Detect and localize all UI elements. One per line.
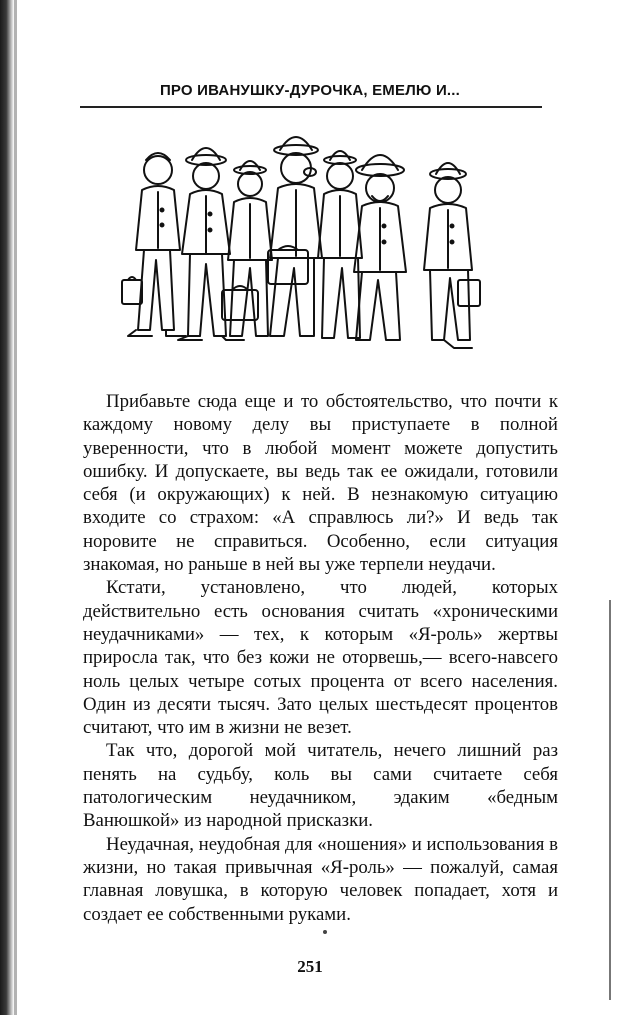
header-rule <box>80 106 542 108</box>
man-figure <box>424 163 480 348</box>
man-figure <box>122 153 186 336</box>
paragraph: Неудачная, неудобная для «ношения» и использования в жизни, но такая привычная «Я-роль» — пожалуй, самая главная ловушка, в которую человек попадает, хотя и создает ее собственными руками. <box>83 833 558 925</box>
man-figure <box>222 161 272 336</box>
body-text <box>83 390 558 926</box>
man-figure <box>318 151 362 338</box>
crowd-of-men-with-briefcases-icon <box>118 130 483 360</box>
page-edge-mark <box>609 600 611 1000</box>
page-binding-shadow <box>14 0 17 1015</box>
scan-speck <box>323 930 327 934</box>
man-figure <box>178 148 244 340</box>
page-binding-edge <box>0 0 14 1015</box>
paragraph: Прибавьте сюда еще и то обстоятельство, что почти к каждому новому делу вы приступаете в полной уверенности, что в любой момент можете допустить ошибку. И допускаете, вы ведь так ее ожидали, готовили себя (и окружающих) к ней. В незнакомую ситуацию входите со страхом: «А справлюсь ли?» И ведь так норовите не справиться. Особенно, если ситуация знакомая, но раньше в ней вы уже терпели неудачи. <box>83 391 558 576</box>
paragraph: Так что, дорогой мой читатель, нечего лишний раз пенять на судьбу, коль вы сами считаете себя патологическим неудачником, эдаким «бедным Ванюшкой» из народной присказки. <box>83 740 558 832</box>
page-number: 251 <box>297 957 323 976</box>
man-figure <box>268 137 322 336</box>
paragraph: Кстати, установлено, что людей, которых действительно есть основания считать «хроническими неудачниками» — тех, к которым «Я-роль» жертвы приросла так, что без кожи не оторвешь,— всего-навсего ноль целых четыре сотых процента от всего населения. Один из десяти тысяч. Зато целых шестьдесят процентов считают, что им в жизни не везет. <box>83 577 558 739</box>
running-header: ПРО ИВАНУШКУ-ДУРОЧКА, ЕМЕЛЮ И... <box>159 82 461 99</box>
